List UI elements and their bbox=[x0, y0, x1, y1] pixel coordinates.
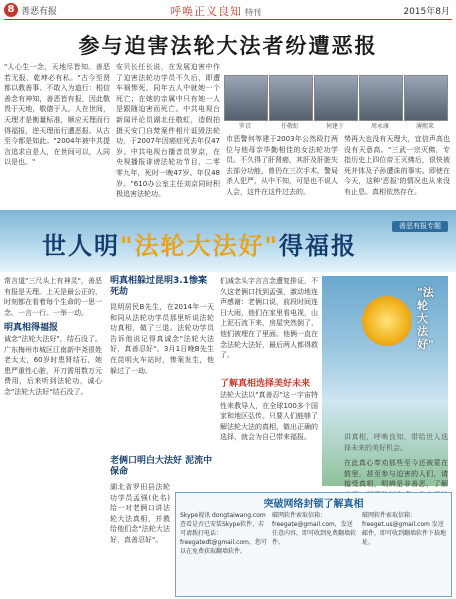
headline-part: 得福报 bbox=[279, 232, 358, 260]
headline-highlight: "法轮大法好" bbox=[120, 232, 280, 260]
headline-part: 世人明 bbox=[42, 232, 120, 260]
portrait-photo bbox=[314, 75, 358, 121]
paper-name: 善恶有报 bbox=[21, 7, 58, 17]
motto-text: 呼唤正义良知 bbox=[170, 5, 242, 18]
portrait-caption: 罗京 bbox=[238, 123, 251, 130]
box-col1: Skype视讯 dongtaiwang.com 查看是否已安装Skype软件，若可请拨打电话：freegatedt@gmail.com，您可以在免费获取翻墙软件。 bbox=[180, 512, 267, 555]
topic-badge: 善恶有报专题 bbox=[392, 221, 448, 232]
article1-col1: "人心生一念，天地尽皆知。善恶若无报，乾坤必有私。"古今至贤都以教善事、不敢入为道行：相信善念有神知，善恶皆有报，因此敬畏于天地，敬德于人。人在世间，天理才是衡量标准，顺应天理而行得福报，逆天理而行遭恶报。从古至今都是如此。"2004年被中共提言追求自是人，在世间可以，人同以是也。" bbox=[4, 63, 110, 167]
subheading: 老俩口明白大法好 泥流中保命 bbox=[110, 456, 213, 477]
portrait-caption: 任敬虹 bbox=[280, 123, 299, 130]
subheading: 明真相躲过昆明3.1惨案死劫 bbox=[110, 276, 207, 297]
motto bbox=[170, 3, 261, 19]
header-divider bbox=[4, 19, 452, 20]
firewall-info-box bbox=[175, 492, 452, 597]
subheading: 明真相得福报 bbox=[4, 323, 59, 333]
falun-emblem-image bbox=[322, 276, 448, 486]
portrait-caption: 何建于 bbox=[325, 123, 344, 130]
article2-col3: 们减念头字言言念遭复排证，不久这老俩口找到孟强，激动地连声感谢：老俩口说，前段时间连日大雨，他们在家里看电视，山上泥石流下来，房屋突然倒了，他们被埋在了里面。他俩一直在念法轮大法好，最后两人都得救了。 bbox=[220, 277, 318, 360]
issue-date: 2015年8月 bbox=[403, 7, 450, 17]
portrait-caption: 周永康 bbox=[370, 123, 389, 130]
subheading: 了解真相选择美好未来 bbox=[220, 379, 311, 389]
article2-col2b: 湖北省罗田县法轮功学员孟强(化名)给一对老俩口讲法轮大法真相，并教给他们念"法轮大法好，真善忍好"。 bbox=[110, 483, 170, 544]
article1-col3: 市恶警何等建于2003年公然殴打两位与他母亲毕勤相佳的女法轮功学员。不久得了肝肾癌，其肝及肝脏失去部分功能，曾仍在三次手术。警局杀人犯严，从中不知，可是也不说人人会，这件在这件过去的。 bbox=[226, 135, 338, 196]
portrait-photo bbox=[269, 75, 313, 121]
portrait-photo bbox=[359, 75, 403, 121]
image-caption: 讲真相，呼唤良知，带给世人选择未来的美好机会。 bbox=[344, 433, 448, 452]
article2-headline bbox=[42, 226, 357, 261]
image-vertical-text: "法轮大法好" bbox=[417, 286, 434, 351]
article2-col1: 诚念"法轮大法好"，结石没了。广东梅州市城区江南新中尧很姓老太太，60岁时患肾结石，她患严重性心脏，开刀需用数万元费用，后来听到法轮功，诚心念"法轮大法好"结石没了。 bbox=[4, 335, 102, 396]
article2-col2: 昆明居民B先生，在2014年一天和同从法轮功学员那里听说法轮功真相，做了三退。法轮功学员告诉他说记得真诚念"法轮大法好，真善忍好"。3月1日晚B先生在昆明火车站时，惨案发生，他躲过了一劫。 bbox=[110, 303, 214, 375]
article1-headline: 参与迫害法轮大法者纷遭恶报 bbox=[78, 34, 378, 58]
portrait-strip bbox=[224, 75, 448, 131]
article2-intro: 常言道"三尺头上有神灵"，善恶有报是天理。上天是最公正的，时刻都在看着每个生命的一思一念、一言一行。一举一动。 bbox=[4, 277, 102, 317]
motto-sub: 特刊 bbox=[245, 8, 261, 17]
portrait-photo bbox=[404, 75, 448, 121]
portrait-caption: 薄熙来 bbox=[415, 123, 434, 130]
article2-col5: 在此真心奉劝那些至今还被蒙在鼓里，甚至参与迫害的人们，请接受真相，明辨是非善恶，了解 bbox=[344, 459, 448, 489]
box-col2: 破网软件索取信箱：freegate@gmail.com，发送任意内容，即可收到免费翻墙软件。 bbox=[272, 512, 357, 546]
article1-col4: 势再大也没有天理大，宜信声高也没有天意高。"三武一宗灭佛，专指历史上四位帝王灭佛后，很快被死并体及子孙遭诛的事实。即使在今天，这种'恶报'的情况也从来没有止息。真相依然存在。 bbox=[344, 135, 450, 196]
article1-col2: 安贝长任长说，在发展迫害中作了迫害法轮功学员不久后，即遭车祸惨死，同年五人中就她一个死亡；在她的亲属中只有她一人是跟随迫害而死亡。中共电视台新闻评论员湖北任敬虹，造假拍摄天安门自焚案件相片诋毁法轮功，于2007年因癌症死去年仅47岁。中共电视台播音员罗京，在央视播报诽谤法轮功节目，二零零九年，死时一晚47岁。年仅48岁。"610办公室主任刘京同时积极追害法轮功。 bbox=[116, 63, 220, 199]
box-col3: 破网软件索取信箱：freeget.us@gmail.com 发送邮件，即可收到翻墙软件下载地址。 bbox=[362, 512, 447, 546]
box-title: 突破网络封锁了解真相 bbox=[263, 499, 364, 510]
falun-wheel-icon bbox=[362, 296, 412, 346]
page-header bbox=[0, 0, 456, 20]
page-number: 8 bbox=[4, 3, 18, 17]
portrait-photo bbox=[224, 75, 268, 121]
article2-col3b: 法轮大法以"真善忍"这一宇宙特性来教导人，在全球100多个国家和地区弘传。只要人们能够了解法轮大法的真相，做出正确的选择，就会为自己带来福报。 bbox=[220, 391, 318, 442]
